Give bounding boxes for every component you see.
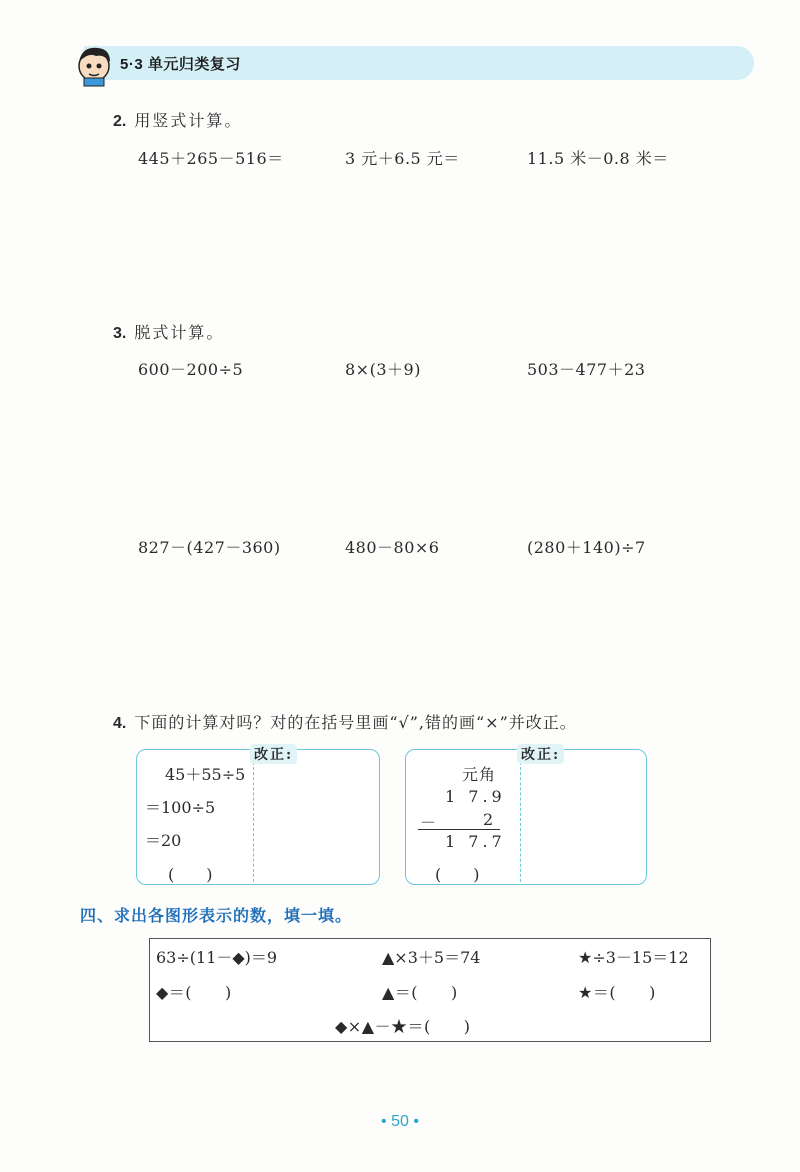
q3-item-4: 827－(427－360) — [138, 538, 281, 557]
q4-title — [113, 710, 577, 733]
box1-line-2: ＝100÷5 — [145, 798, 216, 817]
mascot-icon — [70, 40, 118, 88]
answer-diamond[interactable]: ◆＝( ) — [156, 983, 232, 1002]
q2-item-2: 3 元＋6.5 元＝ — [345, 149, 460, 168]
q3-item-5: 480－80×6 — [345, 538, 440, 557]
section4-title: 四、求出各图形表示的数，填一填。 — [80, 908, 353, 925]
q4-number: 4. — [113, 715, 127, 732]
q2-number: 2. — [113, 113, 127, 130]
box2-minus-sign: － — [420, 813, 437, 832]
box1-line-1: 45＋55÷5 — [165, 765, 246, 784]
box2-unit-header: 元角 — [462, 765, 497, 784]
q3-item-3: 503－477＋23 — [527, 360, 646, 379]
q2-item-3: 11.5 米－0.8 米＝ — [527, 149, 669, 168]
q2-title — [113, 108, 242, 131]
box2-result-line — [418, 829, 500, 830]
equation-diamond: 63÷(11－◆)＝9 — [156, 948, 278, 967]
final-equation[interactable]: ◆×▲－★＝( ) — [335, 1017, 471, 1036]
q3-item-2: 8×(3＋9) — [345, 360, 421, 379]
header-title: 5·3 单元归类复习 — [120, 56, 241, 73]
box1-line-3: ＝20 — [145, 831, 182, 850]
q2-item-1: 445＋265－516＝ — [138, 149, 284, 168]
box2-correction-label: 改正: — [517, 744, 564, 764]
answer-triangle[interactable]: ▲＝( ) — [382, 983, 458, 1002]
q3-title — [113, 320, 224, 343]
q3-item-1: 600－200÷5 — [138, 360, 244, 379]
box2-top-number: 1 7.9 — [445, 787, 506, 806]
box2-divider — [520, 762, 521, 882]
box1-divider — [253, 762, 254, 882]
box1-correction-label: 改正: — [250, 744, 297, 764]
q3-number: 3. — [113, 325, 127, 342]
equation-star: ★÷3－15＝12 — [578, 948, 689, 967]
answer-star[interactable]: ★＝( ) — [578, 983, 656, 1002]
q3-item-6: (280＋140)÷7 — [527, 538, 646, 557]
box2-result: 1 7.7 — [445, 832, 506, 851]
q4-title-text: 下面的计算对吗？对的在括号里画“√”,错的画“×”并改正。 — [134, 713, 577, 732]
box2-answer-paren[interactable]: ( ) — [435, 865, 480, 884]
box1-answer-paren[interactable]: ( ) — [168, 865, 213, 884]
equation-triangle: ▲×3＋5＝74 — [382, 948, 481, 967]
box2-subtrahend: 2 — [483, 810, 494, 829]
page-number: • 50 • — [381, 1113, 419, 1130]
q2-title-text: 用竖式计算。 — [134, 111, 243, 130]
q3-title-text: 脱式计算。 — [134, 323, 225, 342]
